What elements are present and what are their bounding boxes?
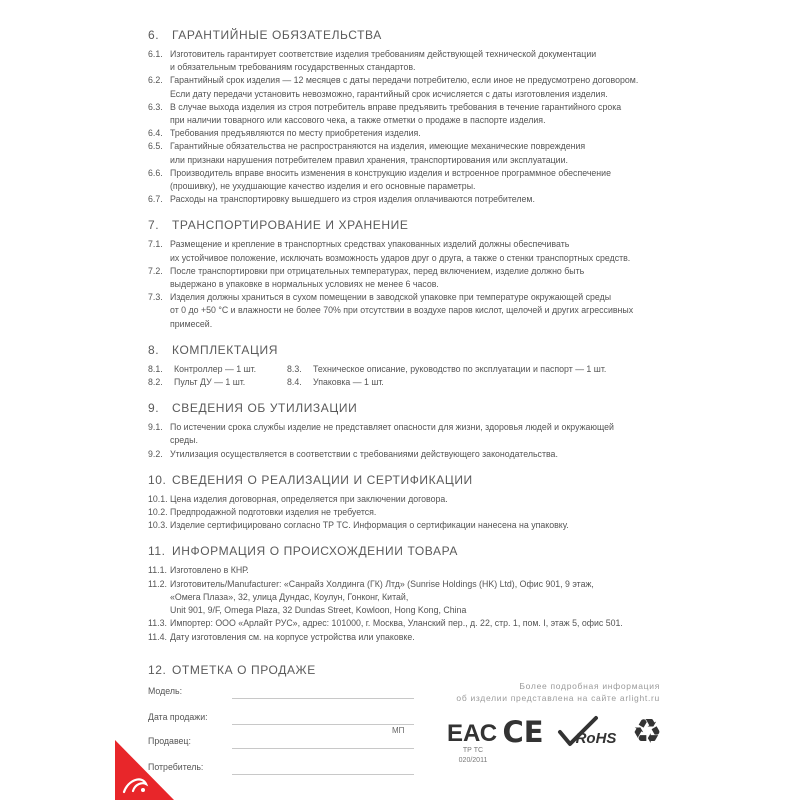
kit-column — [148, 363, 287, 389]
clause-text: Размещение и крепление в транспортных средствах упакованных изделий должны обеспечивать — [170, 239, 570, 250]
section-8 — [148, 342, 708, 389]
clause-number: 10.2. — [148, 507, 168, 518]
section-title: ОТМЕТКА О ПРОДАЖЕ — [172, 663, 316, 677]
clause-text: В случае выхода изделия из строя потребитель вправе предъявить требования в течение гарантийного срока — [170, 101, 622, 112]
section-9 — [148, 400, 708, 461]
clause-number: 6.6. — [148, 167, 163, 178]
clause-text: «Омега Плаза», 32, улица Дундас, Коулун, Гонконг, Китай, — [170, 591, 409, 602]
section-11 — [148, 543, 708, 643]
section-number: 6. — [148, 28, 160, 42]
clause — [148, 291, 708, 331]
clause — [148, 631, 708, 644]
clause-number: 8.3. — [287, 363, 302, 374]
section-number: 10. — [148, 472, 167, 487]
clause-text: (прошивку), не ухудшающие качество изделия и его основные параметры. — [170, 181, 476, 192]
clause — [148, 493, 708, 506]
section-title: КОМПЛЕКТАЦИЯ — [172, 342, 278, 357]
kit-columns — [148, 363, 708, 389]
clause-text: Контроллер — 1 шт. — [174, 363, 257, 374]
clause — [148, 617, 708, 630]
kit-column — [287, 363, 667, 389]
section-title: СВЕДЕНИЯ О РЕАЛИЗАЦИИ И СЕРТИФИКАЦИИ — [172, 472, 473, 487]
clause-text: Гарантийные обязательства не распространяются на изделия, имеющие механические повреждения — [170, 141, 586, 152]
consumer-line[interactable] — [232, 774, 414, 775]
section-heading — [148, 662, 316, 678]
clause — [148, 578, 708, 618]
clause — [148, 265, 708, 291]
clause-text: Гарантийный срок изделия — 12 месяцев с даты передачи потребителю, если иное не предусмотрено договором. — [170, 75, 639, 86]
clause — [148, 167, 708, 193]
ce-mark-icon — [500, 715, 546, 749]
model-field[interactable] — [148, 680, 414, 700]
rohs-check-icon — [556, 716, 622, 748]
section-6 — [148, 27, 708, 206]
model-label: Модель: — [148, 686, 183, 696]
clause-number: 6.5. — [148, 141, 163, 152]
section-number: 11. — [148, 544, 166, 559]
clause-text: и обязательным требованиям государственных стандартов. — [170, 62, 416, 73]
clause-number: 11.1. — [148, 565, 167, 576]
section-heading — [148, 400, 708, 416]
clause-text: Изготовлено в КНР. — [170, 565, 249, 576]
clause-text: Расходы на транспортировку вышедшего из строя изделия оплачиваются потребителем. — [170, 194, 535, 205]
clause-number: 6.2. — [148, 75, 163, 86]
document-body — [148, 27, 708, 655]
clause-text: Изделие сертифицировано согласно ТР ТС. Информация о сертификации нанесена на упаковку. — [170, 520, 569, 531]
clause-text: Изготовитель гарантирует соответствие изделия требованиям действующей технической документации — [170, 49, 597, 59]
clause-text: Цена изделия договорная, определяется при заключении договора. — [170, 493, 448, 504]
section-heading — [148, 342, 708, 358]
section-number: 9. — [148, 401, 160, 416]
clause-number: 10.3. — [148, 520, 168, 531]
clause-number: 9.1. — [148, 422, 163, 433]
section-number: 8. — [148, 342, 160, 357]
clause-number: 8.4. — [287, 377, 302, 388]
tr-ts-label: ТР ТС — [462, 747, 484, 754]
clause-number: 7.1. — [148, 239, 163, 250]
clause — [148, 564, 708, 577]
sale-date-label: Дата продажи: — [148, 712, 208, 722]
clause-text: при наличии товарного или кассового чека, а также отметки о продаже в паспорте изделия. — [170, 115, 546, 126]
clause — [287, 363, 667, 376]
clause-text: Пульт ДУ — 1 шт. — [174, 377, 246, 388]
clause-text: от 0 до +50 °С и влажности не более 70% при отсутствии в воздухе паров кислот, щелочей и других агрессивных — [170, 305, 634, 316]
more-info-note — [456, 680, 660, 704]
clause — [148, 376, 287, 389]
clause — [287, 376, 667, 389]
clause-text: или признаки нарушения потребителем правил хранения, транспортирования или эксплуатации. — [170, 154, 568, 165]
seller-line[interactable] — [232, 748, 414, 749]
clause-text: выдержано в упаковке в нормальных условиях не менее 6 часов. — [170, 279, 439, 290]
clause — [148, 363, 287, 376]
consumer-field[interactable] — [148, 756, 414, 776]
clause-number: 10.1. — [148, 493, 168, 504]
section-title: ИНФОРМАЦИЯ О ПРОИСХОЖДЕНИИ ТОВАРА — [172, 544, 458, 559]
section-10 — [148, 472, 708, 533]
clause-number: 7.3. — [148, 292, 163, 303]
section-heading — [148, 543, 708, 559]
eac-mark-icon — [446, 716, 498, 747]
section-title: СВЕДЕНИЯ ОБ УТИЛИЗАЦИИ — [172, 401, 358, 416]
tr-ts-caption — [456, 746, 490, 766]
clause-text: Изделия должны храниться в сухом помещении в заводской упаковке при температуре окружающей среды — [170, 292, 612, 303]
clause-text: Техническое описание, руководство по эксплуатации и паспорт — 1 шт. — [313, 363, 607, 374]
section-heading — [148, 472, 708, 488]
clause-number: 8.1. — [148, 363, 163, 374]
more-info-line: Более подробная информация — [519, 681, 660, 691]
clause-number: 11.2. — [148, 578, 167, 589]
section-title: ГАРАНТИЙНЫЕ ОБЯЗАТЕЛЬСТВА — [172, 28, 382, 42]
clause-number: 11.4. — [148, 631, 167, 642]
more-info-line: об изделии представлена на сайте arlight.ru — [456, 693, 660, 703]
section-heading — [148, 27, 708, 43]
sale-date-line[interactable] — [232, 724, 414, 725]
section-title: ТРАНСПОРТИРОВАНИЕ И ХРАНЕНИЕ — [172, 218, 409, 233]
clause-number: 11.3. — [148, 618, 167, 629]
clause-text: среды. — [170, 435, 198, 446]
brand-swirl-icon — [112, 740, 174, 800]
clause-text: их устойчивое положение, исключать возможность ударов друг о друга, а также о стенки транспортных средств. — [170, 252, 631, 263]
clause — [148, 193, 708, 206]
clause-text: Изготовитель/Manufacturer: «Санрайз Холдинга (ГК) Лтд» (Sunrise Holdings (HK) Ltd), Офис 901, 9 этаж, — [170, 578, 594, 589]
clause — [148, 421, 708, 447]
clause-text: Требования предъявляются по месту приобретения изделия. — [170, 128, 421, 139]
clause-text: После транспортировки при отрицательных температурах, перед включением, изделие должно быть — [170, 265, 585, 276]
consumer-label: Потребитель: — [148, 762, 204, 772]
section-number: 7. — [148, 218, 160, 233]
clause — [148, 74, 708, 100]
section-heading — [148, 217, 708, 233]
ce-mark-text: CE — [502, 715, 544, 749]
section-number: 12. — [148, 663, 167, 677]
seller-field[interactable] — [148, 730, 414, 750]
section-7 — [148, 217, 708, 330]
rohs-mark-text: RoHS — [575, 730, 617, 747]
clause-text: Производитель вправе вносить изменения в конструкцию изделия и встроенное программное обеспечение — [170, 167, 611, 178]
clause-number: 7.2. — [148, 265, 163, 276]
clause — [148, 506, 708, 519]
tr-ts-number: 020/2011 — [458, 757, 488, 764]
clause — [148, 48, 708, 74]
clause-text: Упаковка — 1 шт. — [313, 377, 384, 388]
stamp-place: МП — [392, 726, 405, 735]
clause-number: 6.1. — [148, 49, 163, 59]
eac-mark-text: ЕАС — [446, 720, 498, 747]
clause — [148, 140, 708, 166]
clause-number: 9.2. — [148, 448, 163, 459]
clause-text: По истечении срока службы изделие не представляет опасности для жизни, здоровья людей и окружающей — [170, 422, 614, 433]
recycle-icon: ♻ — [631, 712, 663, 752]
sale-date-field[interactable] — [148, 706, 414, 726]
clause-text: Утилизация осуществляется в соответствии с требованиями действующего законодательства. — [170, 448, 558, 459]
clause-text: Unit 901, 9/F, Omega Plaza, 32 Dundas Street, Kowloon, Hong Kong, China — [170, 605, 467, 616]
clause-text: примесей. — [170, 318, 213, 329]
clause-text: Если дату передачи установить невозможно, гарантийный срок исчисляется с даты изготовления изделия. — [170, 88, 608, 99]
clause-number: 6.4. — [148, 128, 163, 139]
clause — [148, 127, 708, 140]
clause-text: Импортер: ООО «Арлайт РУС», адрес: 101000, г. Москва, Уланский пер., д. 22, стр. 1, пом. I, этаж 5, офис 501. — [170, 618, 623, 629]
seller-label: Продавец: — [148, 736, 191, 746]
clause — [148, 448, 708, 461]
clause — [148, 238, 708, 264]
model-line[interactable] — [232, 698, 414, 699]
clause-text: Предпродажной подготовки изделия не требуется. — [170, 507, 377, 518]
clause-number: 6.3. — [148, 101, 163, 112]
clause-number: 8.2. — [148, 377, 163, 388]
sale-mark-section — [148, 662, 418, 782]
clause-text: Дату изготовления см. на корпусе устройства или упаковке. — [170, 631, 415, 642]
clause — [148, 101, 708, 127]
clause — [148, 519, 708, 532]
clause-number: 6.7. — [148, 194, 163, 205]
